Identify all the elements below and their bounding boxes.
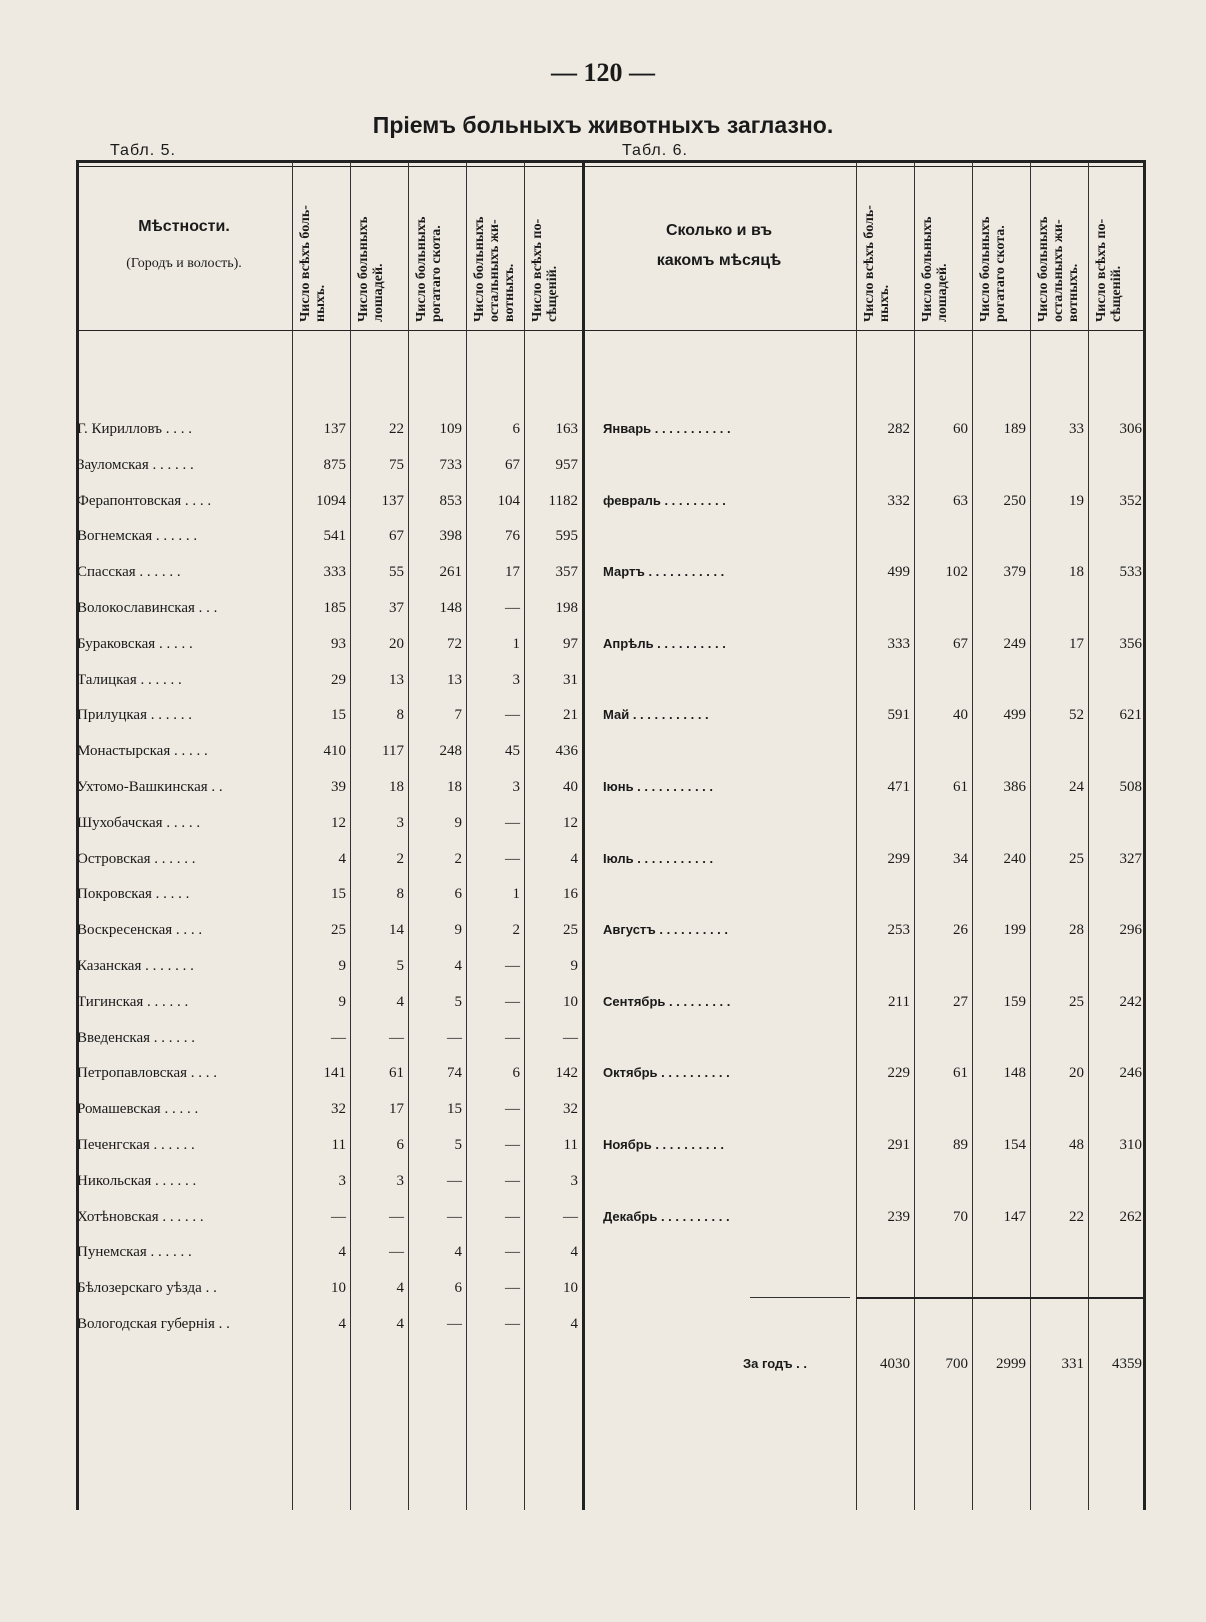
table6-cell: 63 [953, 493, 968, 509]
table6-cell: 282 [887, 421, 910, 437]
table6-cell: 249 [1003, 636, 1026, 652]
table6-cell: 211 [888, 994, 910, 1010]
table5-cell: 248 [439, 743, 462, 759]
table6-cell: 310 [1119, 1137, 1142, 1153]
table6-cell: 356 [1119, 636, 1142, 652]
table6-row [0, 626, 1206, 662]
month-name: Декабрь . . . . . . . . . . [603, 1209, 730, 1224]
table5-cell: 117 [382, 743, 404, 759]
table6-cell: 67 [953, 636, 968, 652]
table6-row [0, 1055, 1206, 1091]
table5-cell: 55 [389, 564, 404, 580]
location-name: Покровская . . . . . [77, 886, 190, 902]
table5-column-header: Число больныхъ рогатаго скота. [414, 216, 444, 322]
table5-cell: 8 [396, 886, 404, 902]
table6-total-cell: 331 [1061, 1356, 1084, 1372]
table5-cell: 25 [563, 922, 578, 938]
table5-cell: 109 [439, 421, 462, 437]
table5-row [0, 876, 1206, 912]
table5-cell: 6 [454, 886, 462, 902]
table5-cell: 32 [563, 1101, 578, 1117]
location-name: Прилуцкая . . . . . . [77, 707, 192, 723]
table6-column-header: Число больныхъ рогатаго скота. [978, 216, 1008, 322]
table5-cell: 4 [396, 1316, 404, 1332]
table6-cell: 621 [1119, 707, 1142, 723]
table6-cell: 33 [1069, 421, 1084, 437]
table6-cell: 471 [887, 779, 910, 795]
table6-column-header: Число всѣхъ боль-ныхъ. [862, 205, 892, 322]
table5-cell: 9 [338, 994, 346, 1010]
table5-cell: 3 [396, 815, 404, 831]
table5-location-subheader: (Городъ и волость). [126, 256, 242, 271]
table6-cell: 22 [1069, 1209, 1084, 1225]
table5-cell: 10 [563, 1280, 578, 1296]
table5-cell: 6 [454, 1280, 462, 1296]
table5-cell: 10 [331, 1280, 346, 1296]
table5-cell: 163 [555, 421, 578, 437]
table5-cell: — [505, 1030, 520, 1046]
table6-total-label: За годъ . . [743, 1356, 808, 1371]
table5-cell: 6 [512, 421, 520, 437]
table5-cell: 9 [570, 958, 578, 974]
table6-cell: 352 [1119, 493, 1142, 509]
table5-cell: 142 [555, 1065, 578, 1081]
table5-cell: 67 [389, 528, 404, 544]
table5-cell: 1 [512, 886, 520, 902]
table5-cell: 3 [512, 779, 520, 795]
table6-row [0, 411, 1206, 447]
month-name: Январь . . . . . . . . . . . [603, 421, 731, 436]
table6-row [0, 769, 1206, 805]
table5-cell: 261 [439, 564, 462, 580]
table5-cell: — [389, 1209, 404, 1225]
month-name: Сентябрь . . . . . . . . . [603, 994, 731, 1009]
table6-cell: 18 [1069, 564, 1084, 580]
table5-row [0, 590, 1206, 626]
table5-cell: — [331, 1030, 346, 1046]
table5-cell: — [505, 1101, 520, 1117]
table5-cell: — [447, 1209, 462, 1225]
location-name: Бураковская . . . . . [77, 636, 193, 652]
table5-cell: 9 [454, 922, 462, 938]
table5-cell: 13 [447, 672, 462, 688]
table5-cell: 11 [331, 1137, 346, 1153]
table6-cell: 24 [1069, 779, 1084, 795]
table6-cell: 306 [1119, 421, 1142, 437]
table5-cell: 18 [389, 779, 404, 795]
month-name: Іюнь . . . . . . . . . . . [603, 779, 714, 794]
table5-cell: — [447, 1173, 462, 1189]
table5-cell: — [505, 1316, 520, 1332]
table5-cell: 398 [439, 528, 462, 544]
table6-cell: 159 [1003, 994, 1026, 1010]
table5-cell: 11 [563, 1137, 578, 1153]
table5-cell: 72 [447, 636, 462, 652]
table5-cell: 2 [454, 851, 462, 867]
table6-cell: 199 [1003, 922, 1026, 938]
table6-cell: 52 [1069, 707, 1084, 723]
table5-cell: — [389, 1030, 404, 1046]
table5-cell: 141 [323, 1065, 346, 1081]
table5-cell: 137 [381, 493, 404, 509]
table5-cell: 13 [389, 672, 404, 688]
location-name: Бѣлозерскаго уѣзда . . [77, 1280, 217, 1296]
table5-cell: 15 [447, 1101, 462, 1117]
table6-cell: 332 [887, 493, 910, 509]
table5-cell: 12 [331, 815, 346, 831]
table6-month-header-line1: Сколько и въ [665, 222, 773, 239]
table5-cell: 10 [563, 994, 578, 1010]
table6-cell: 27 [953, 994, 968, 1010]
table5-cell: 6 [512, 1065, 520, 1081]
table6-cell: 379 [1003, 564, 1026, 580]
month-name: Августъ . . . . . . . . . . [603, 922, 729, 937]
table6-cell: 189 [1003, 421, 1026, 437]
table5-cell: 20 [389, 636, 404, 652]
table5-row [0, 447, 1206, 483]
table5-label: Табл. 5. [110, 142, 176, 159]
table5-cell: 3 [396, 1173, 404, 1189]
table5-cell: 4 [396, 1280, 404, 1296]
table6-cell: 28 [1069, 922, 1084, 938]
table6-cell: 25 [1069, 851, 1084, 867]
table5-cell: 22 [389, 421, 404, 437]
table6-cell: 239 [887, 1209, 910, 1225]
table5-cell: — [505, 600, 520, 616]
location-name: Хотѣновская . . . . . . [77, 1209, 204, 1225]
table5-cell: 595 [555, 528, 578, 544]
table5-cell: 1182 [548, 493, 578, 509]
location-name: Казанская . . . . . . . [77, 958, 194, 974]
table6-cell: 17 [1069, 636, 1084, 652]
location-name: Введенская . . . . . . [77, 1030, 196, 1046]
table6-cell: 533 [1119, 564, 1142, 580]
table6-cell: 61 [953, 779, 968, 795]
table5-cell: — [505, 707, 520, 723]
location-name: Пунемская . . . . . . [77, 1244, 192, 1260]
table5-cell: — [331, 1209, 346, 1225]
table5-cell: 17 [505, 564, 520, 580]
table5-cell: 9 [454, 815, 462, 831]
table6-cell: 246 [1119, 1065, 1142, 1081]
table6-cell: 262 [1119, 1209, 1142, 1225]
table5-cell: 5 [396, 958, 404, 974]
table6-cell: 48 [1069, 1137, 1084, 1153]
table6-cell: 40 [953, 707, 968, 723]
location-name: Тигинская . . . . . . [77, 994, 189, 1010]
table5-cell: 25 [331, 922, 346, 938]
table6-cell: 229 [887, 1065, 910, 1081]
table5-cell: 12 [563, 815, 578, 831]
location-name: Воскресенская . . . . [77, 922, 203, 938]
table5-cell: 436 [555, 743, 578, 759]
table5-cell: 3 [570, 1173, 578, 1189]
table6-cell: 240 [1003, 851, 1026, 867]
month-name: Мартъ . . . . . . . . . . . [603, 564, 725, 579]
table5-cell: 15 [331, 886, 346, 902]
table6-cell: 61 [953, 1065, 968, 1081]
table5-row [0, 948, 1206, 984]
table6-cell: 386 [1003, 779, 1026, 795]
table6-month-header-line2: какомъ мѣсяцѣ [656, 252, 782, 269]
table5-row [0, 1270, 1206, 1306]
table6-row [0, 1127, 1206, 1163]
location-name: Петропавловская . . . . [77, 1065, 218, 1081]
table5-cell: 16 [563, 886, 578, 902]
table5-row [0, 733, 1206, 769]
table6-cell: 102 [945, 564, 968, 580]
table5-cell: 39 [331, 779, 346, 795]
table6-cell: 20 [1069, 1065, 1084, 1081]
table5-cell: 18 [447, 779, 462, 795]
table5-column-header: Число больныхъ остальныхъ жи-вотныхъ. [472, 216, 517, 322]
table5-cell: 957 [555, 457, 578, 473]
page-number: — 120 — [551, 58, 655, 87]
table6-row [0, 841, 1206, 877]
table5-cell: — [505, 1244, 520, 1260]
table5-cell: 875 [323, 457, 346, 473]
location-name: Ферапонтовская . . . . [77, 493, 212, 509]
table6-cell: 499 [887, 564, 910, 580]
table6-column-header: Число всѣхъ по-сѣщеній. [1094, 218, 1124, 322]
month-name: Октябрь . . . . . . . . . . [603, 1065, 730, 1080]
table5-cell: — [389, 1244, 404, 1260]
location-name: Г. Кирилловъ . . . . [77, 421, 192, 437]
table6-cell: 327 [1119, 851, 1142, 867]
page-title: Пріемъ больныхъ животныхъ заглазно. [372, 112, 834, 138]
table5-cell: 17 [389, 1101, 404, 1117]
table5-cell: 137 [323, 421, 346, 437]
table5-cell: 5 [454, 1137, 462, 1153]
table-top-rule [76, 160, 1146, 163]
table6-cell: 25 [1069, 994, 1084, 1010]
table5-cell: 29 [331, 672, 346, 688]
table5-cell: 1094 [316, 493, 346, 509]
table6-cell: 333 [887, 636, 910, 652]
header-bottom-rule [76, 330, 1146, 331]
table5-cell: 1 [512, 636, 520, 652]
table5-cell: 185 [323, 600, 346, 616]
table5-cell: 74 [447, 1065, 462, 1081]
table6-row [0, 483, 1206, 519]
table6-cell: 70 [953, 1209, 968, 1225]
table5-row [0, 1091, 1206, 1127]
table5-cell: 2 [512, 922, 520, 938]
table6-column-header: Число больныхъ остальныхъ жи-вотныхъ. [1036, 216, 1081, 322]
table5-cell: 4 [338, 1316, 346, 1332]
table5-cell: 45 [505, 743, 520, 759]
table5-cell: 733 [439, 457, 462, 473]
location-name: Зауломская . . . . . . [77, 457, 194, 473]
table-top-rule-thin [76, 166, 1146, 167]
table6-total-cell: 700 [945, 1356, 968, 1372]
month-name: Іюль . . . . . . . . . . . [603, 851, 714, 866]
table6-cell: 148 [1003, 1065, 1026, 1081]
table6-row [0, 697, 1206, 733]
table6-cell: 26 [953, 922, 968, 938]
month-name: февраль . . . . . . . . . [603, 493, 726, 508]
table5-cell: 4 [396, 994, 404, 1010]
table5-cell: 333 [323, 564, 346, 580]
table5-cell: 4 [570, 851, 578, 867]
table5-cell: 9 [338, 958, 346, 974]
table6-total-cell: 4030 [880, 1356, 910, 1372]
table5-location-header: Мѣстности. [138, 218, 230, 235]
table5-row [0, 1306, 1206, 1342]
table5-column-header: Число больныхъ лошадей. [356, 216, 386, 322]
table6-cell: 242 [1119, 994, 1142, 1010]
table6-row [0, 912, 1206, 948]
table5-cell: 4 [454, 958, 462, 974]
table5-cell: 40 [563, 779, 578, 795]
table5-cell: 2 [396, 851, 404, 867]
table5-cell: 104 [497, 493, 520, 509]
table5-cell: — [505, 1173, 520, 1189]
table5-row [0, 518, 1206, 554]
table6-month-header [588, 216, 850, 276]
table5-cell: 4 [338, 1244, 346, 1260]
table5-cell: — [505, 1280, 520, 1296]
table5-cell: 31 [563, 672, 578, 688]
table6-label: Табл. 6. [622, 142, 688, 159]
table5-cell: — [505, 815, 520, 831]
table5-cell: 6 [396, 1137, 404, 1153]
location-name: Талицкая . . . . . . [77, 672, 182, 688]
table6-cell: 253 [887, 922, 910, 938]
table6-cell: 299 [887, 851, 910, 867]
location-name: Волокославинская . . . [77, 600, 218, 616]
table5-cell: 37 [389, 600, 404, 616]
table6-row [0, 1199, 1206, 1235]
table5-cell: 7 [454, 707, 462, 723]
table5-cell: 4 [570, 1316, 578, 1332]
table5-cell: — [563, 1030, 578, 1046]
table5-cell: — [563, 1209, 578, 1225]
location-name: Ромашевская . . . . . [77, 1101, 199, 1117]
table5-row [0, 805, 1206, 841]
table5-cell: — [505, 994, 520, 1010]
month-name: Апрѣль . . . . . . . . . . [603, 636, 726, 651]
table5-cell: 541 [323, 528, 346, 544]
table5-cell: — [505, 958, 520, 974]
table5-cell: 853 [439, 493, 462, 509]
table5-cell: 75 [389, 457, 404, 473]
table5-cell: 8 [396, 707, 404, 723]
table5-cell: 5 [454, 994, 462, 1010]
table6-cell: 60 [953, 421, 968, 437]
table5-cell: 3 [512, 672, 520, 688]
table5-cell: 14 [389, 922, 404, 938]
table6-cell: 34 [953, 851, 968, 867]
location-name: Вологодская губернія . . [77, 1316, 230, 1332]
table5-column-header: Число всѣхъ по-сѣщеній. [530, 218, 560, 322]
table6-column-header: Число больныхъ лошадей. [920, 216, 950, 322]
table5-row [0, 1020, 1206, 1056]
table6-cell: 154 [1003, 1137, 1026, 1153]
table5-cell: 76 [505, 528, 520, 544]
table5-cell: — [447, 1030, 462, 1046]
table5-cell: 4 [338, 851, 346, 867]
table6-total-cell: 4359 [1112, 1356, 1142, 1372]
location-name: Шухобачская . . . . . [77, 815, 201, 831]
location-name: Печенгская . . . . . . [77, 1137, 195, 1153]
table6-cell: 296 [1119, 922, 1142, 938]
table6-cell: 19 [1069, 493, 1084, 509]
table5-cell: 15 [331, 707, 346, 723]
month-name: Ноябрь . . . . . . . . . . [603, 1137, 724, 1152]
table6-cell: 89 [953, 1137, 968, 1153]
table6-cell: 508 [1119, 779, 1142, 795]
location-name: Островская . . . . . . [77, 851, 196, 867]
table5-cell: 67 [505, 457, 520, 473]
table5-cell: — [505, 1209, 520, 1225]
table5-cell: — [505, 1137, 520, 1153]
table5-row [0, 1163, 1206, 1199]
location-name: Спасская . . . . . . [77, 564, 181, 580]
table6-cell: 499 [1003, 707, 1026, 723]
table5-cell: 93 [331, 636, 346, 652]
table6-total-cell: 2999 [996, 1356, 1026, 1372]
table6-cell: 291 [887, 1137, 910, 1153]
table5-cell: — [447, 1316, 462, 1332]
table6-total-row [0, 1346, 1206, 1382]
location-name: Ухтомо-Вашкинская . . [77, 779, 223, 795]
table5-cell: 61 [389, 1065, 404, 1081]
table5-cell: 148 [439, 600, 462, 616]
table5-cell: 32 [331, 1101, 346, 1117]
table6-row [0, 984, 1206, 1020]
table6-cell: 147 [1003, 1209, 1026, 1225]
table5-cell: — [505, 851, 520, 867]
table5-cell: 198 [555, 600, 578, 616]
table6-cell: 591 [887, 707, 910, 723]
month-name: Май . . . . . . . . . . . [603, 707, 709, 722]
table5-row [0, 1234, 1206, 1270]
table5-cell: 357 [555, 564, 578, 580]
table6-cell: 250 [1003, 493, 1026, 509]
location-name: Монастырская . . . . . [77, 743, 208, 759]
table5-cell: 3 [338, 1173, 346, 1189]
table5-cell: 4 [454, 1244, 462, 1260]
table6-row [0, 554, 1206, 590]
location-name: Вогнемская . . . . . . [77, 528, 198, 544]
table5-row [0, 662, 1206, 698]
table5-column-header: Число всѣхъ боль-ныхъ. [298, 205, 328, 322]
table5-cell: 410 [323, 743, 346, 759]
table5-cell: 4 [570, 1244, 578, 1260]
table5-cell: 97 [563, 636, 578, 652]
table5-cell: 21 [563, 707, 578, 723]
location-name: Никольская . . . . . . [77, 1173, 197, 1189]
